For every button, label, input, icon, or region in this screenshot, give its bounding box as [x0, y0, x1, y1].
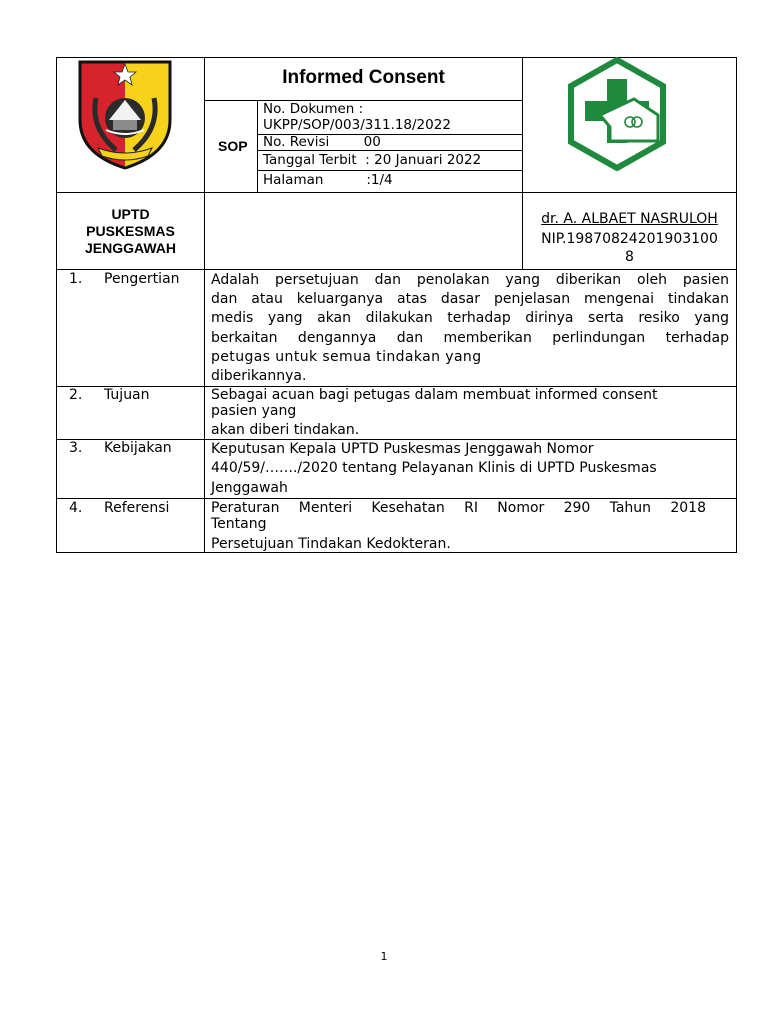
section-2-line-2: pasien yang — [211, 403, 297, 419]
halaman: Halaman :1/4 — [263, 172, 393, 188]
section-1-line-5: petugas untuk semua tindakan yang — [211, 349, 482, 365]
section-3-number: 3. — [69, 440, 83, 456]
no-dokumen-value: UKPP/SOP/003/311.18/2022 — [263, 117, 451, 133]
signer-name: dr. A. ALBAET NASRULOH — [541, 211, 718, 227]
section-2-line-1: Sebagai acuan bagi petugas dalam membuat informed consent — [211, 387, 658, 403]
section-4-number: 4. — [69, 500, 83, 516]
document-title: Informed Consent — [282, 67, 445, 88]
section-3-line-2: 440/59/……./2020 tentang Pelayanan Klinis di UPTD Puskesmas — [211, 460, 657, 476]
section-1-line-4: berkaitan dengannya dan memberikan perlindungan terhadap — [211, 330, 729, 346]
signer-nip-line-1: NIP.19870824201903100 — [541, 231, 718, 247]
section-2-label: Tujuan — [104, 387, 150, 403]
section-2-line-3: akan diberi tindakan. — [211, 422, 360, 438]
tanggal-terbit: Tanggal Terbit : 20 Januari 2022 — [263, 152, 482, 168]
section-2-number: 2. — [69, 387, 83, 403]
sop-label: SOP — [218, 138, 248, 154]
section-3-line-3: Jenggawah — [211, 480, 288, 496]
section-4-line-1: Peraturan Menteri Kesehatan RI Nomor 290 Tahun 2018 — [211, 500, 706, 516]
section-4-label: Referensi — [104, 500, 170, 516]
section-1-line-3: medis yang akan dilakukan terhadap dirinya serta resiko yang — [211, 310, 729, 326]
puskesmas-cross-icon — [560, 57, 674, 171]
no-revisi: No. Revisi 00 — [263, 134, 381, 150]
section-1-number: 1. — [69, 271, 83, 287]
section-4-line-2: Tentang — [211, 516, 267, 532]
left-logo — [76, 58, 174, 170]
page-number: 1 — [380, 950, 388, 963]
coat-of-arms-icon — [76, 58, 174, 170]
section-4-line-3: Persetujuan Tindakan Kedokteran. — [211, 536, 451, 552]
org-line-3: JENGGAWAH — [84, 240, 176, 256]
section-3-line-1: Keputusan Kepala UPTD Puskesmas Jenggawah Nomor — [211, 441, 594, 457]
org-line-2: PUSKESMAS — [86, 223, 175, 239]
section-1-label: Pengertian — [104, 271, 180, 287]
right-logo — [560, 57, 674, 171]
section-1-line-2: dan atau keluarganya atas dasar penjelasan mengenai tindakan — [211, 291, 729, 307]
signer-nip-line-2: 8 — [625, 249, 634, 265]
section-1-line-1: Adalah persetujuan dan penolakan yang diberikan oleh pasien — [211, 272, 729, 288]
organization-name — [57, 206, 204, 257]
section-1-line-6: diberikannya. — [211, 368, 307, 384]
no-dokumen-label: No. Dokumen : — [263, 101, 364, 117]
section-3-label: Kebijakan — [104, 440, 172, 456]
org-line-1: UPTD — [111, 206, 150, 222]
